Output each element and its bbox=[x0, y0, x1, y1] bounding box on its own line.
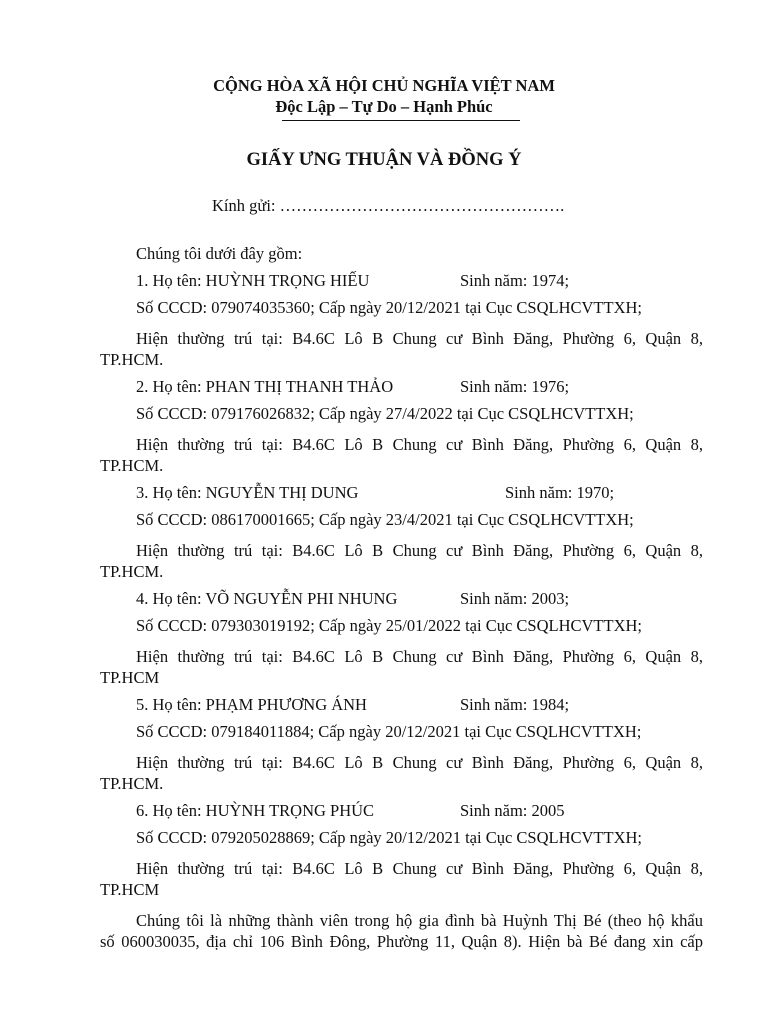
member-3-name: 3. Họ tên: NGUYỄN THỊ DUNG bbox=[136, 483, 359, 502]
document-title: GIẤY ƯNG THUẬN VÀ ĐỒNG Ý bbox=[246, 150, 522, 170]
member-5-address-tail: TP.HCM. bbox=[100, 774, 164, 793]
member-1-birth: Sinh năm: 1974; bbox=[460, 271, 570, 290]
member-4-address-tail: TP.HCM bbox=[100, 668, 160, 687]
member-3-id: Số CCCD: 086170001665; Cấp ngày 23/4/2021 tại Cục CSQLHCVTTXH; bbox=[136, 510, 634, 529]
member-6-name: 6. Họ tên: HUỲNH TRỌNG PHÚC bbox=[136, 801, 375, 820]
member-4-id: Số CCCD: 079303019192; Cấp ngày 25/01/2022 tại Cục CSQLHCVTTXH; bbox=[136, 616, 643, 635]
closing-line-2: số 060030035, địa chỉ 106 Bình Đông, Phường 11, Quận 8). Hiện bà Bé đang xin cấp bbox=[100, 932, 703, 951]
member-6-id: Số CCCD: 079205028869; Cấp ngày 20/12/2021 tại Cục CSQLHCVTTXH; bbox=[136, 828, 643, 847]
member-6-address-tail: TP.HCM bbox=[100, 880, 160, 899]
member-3-address: Hiện thường trú tại: B4.6C Lô B Chung cư Bình Đăng, Phường 6, Quận 8, bbox=[136, 541, 703, 560]
member-2-name: 2. Họ tên: PHAN THỊ THANH THẢO bbox=[136, 377, 394, 396]
member-1-address-tail: TP.HCM. bbox=[100, 350, 164, 369]
national-motto: Độc Lập – Tự Do – Hạnh Phúc bbox=[275, 97, 493, 116]
member-4-address: Hiện thường trú tại: B4.6C Lô B Chung cư Bình Đăng, Phường 6, Quận 8, bbox=[136, 647, 703, 666]
member-5-name: 5. Họ tên: PHẠM PHƯƠNG ÁNH bbox=[136, 695, 367, 714]
member-4-birth: Sinh năm: 2003; bbox=[460, 589, 570, 608]
member-2-id: Số CCCD: 079176026832; Cấp ngày 27/4/2022 tại Cục CSQLHCVTTXH; bbox=[136, 404, 634, 423]
member-3-address-tail: TP.HCM. bbox=[100, 562, 164, 581]
member-5-address: Hiện thường trú tại: B4.6C Lô B Chung cư Bình Đăng, Phường 6, Quận 8, bbox=[136, 753, 703, 772]
member-3-birth: Sinh năm: 1970; bbox=[505, 483, 615, 502]
intro-line: Chúng tôi dưới đây gồm: bbox=[136, 244, 303, 263]
closing-line-1: Chúng tôi là những thành viên trong hộ gia đình bà Huỳnh Thị Bé (theo hộ khẩu bbox=[136, 911, 703, 930]
member-1-name: 1. Họ tên: HUỲNH TRỌNG HIẾU bbox=[136, 271, 370, 290]
recipient-line: Kính gửi: ……………………………………………. bbox=[212, 196, 565, 215]
member-1-id: Số CCCD: 079074035360; Cấp ngày 20/12/2021 tại Cục CSQLHCVTTXH; bbox=[136, 298, 643, 317]
motto-underline bbox=[282, 120, 520, 121]
member-1-address: Hiện thường trú tại: B4.6C Lô B Chung cư Bình Đăng, Phường 6, Quận 8, bbox=[136, 329, 703, 348]
member-5-id: Số CCCD: 079184011884; Cấp ngày 20/12/2021 tại Cục CSQLHCVTTXH; bbox=[136, 722, 642, 741]
member-5-birth: Sinh năm: 1984; bbox=[460, 695, 570, 714]
member-6-birth: Sinh năm: 2005 bbox=[460, 801, 565, 820]
member-2-birth: Sinh năm: 1976; bbox=[460, 377, 570, 396]
member-2-address-tail: TP.HCM. bbox=[100, 456, 164, 475]
member-4-name: 4. Họ tên: VÕ NGUYỄN PHI NHUNG bbox=[136, 589, 398, 608]
member-2-address: Hiện thường trú tại: B4.6C Lô B Chung cư Bình Đăng, Phường 6, Quận 8, bbox=[136, 435, 703, 454]
member-6-address: Hiện thường trú tại: B4.6C Lô B Chung cư Bình Đăng, Phường 6, Quận 8, bbox=[136, 859, 703, 878]
national-title: CỘNG HÒA XÃ HỘI CHỦ NGHĨA VIỆT NAM bbox=[213, 76, 555, 95]
